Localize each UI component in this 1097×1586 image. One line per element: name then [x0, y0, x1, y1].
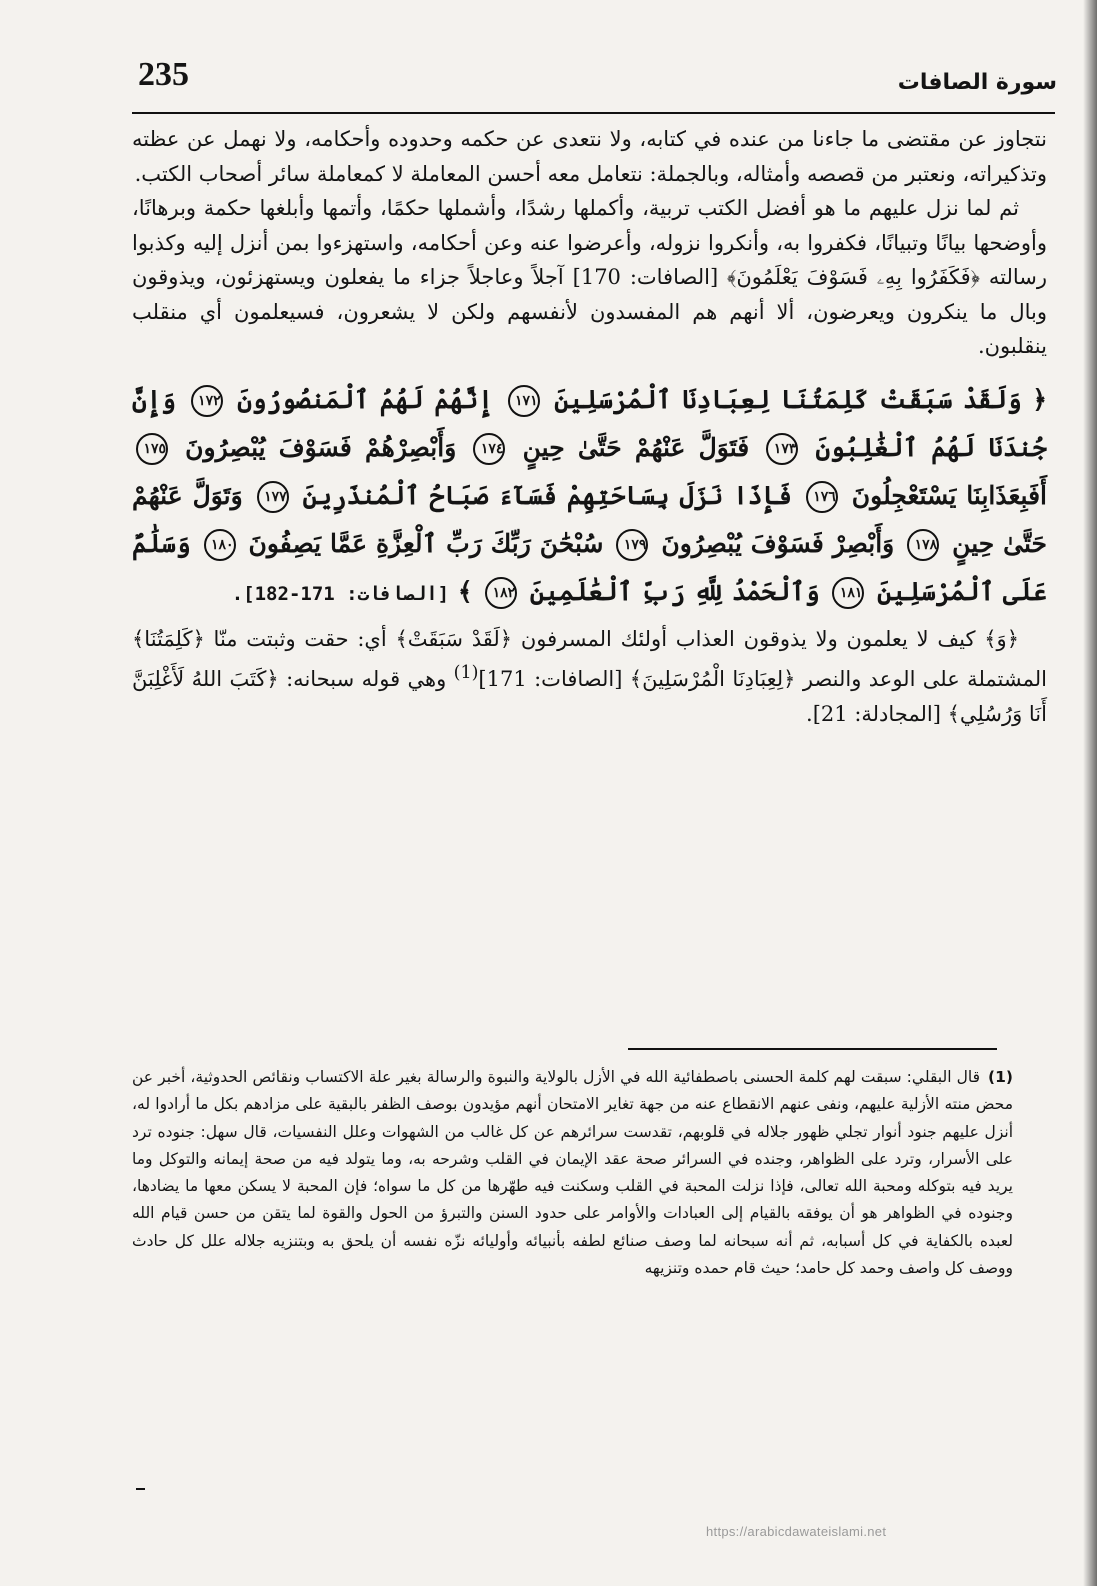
paragraph-3-tail: وهي قوله سبحانه: ﴿كَتَبَ اللهُ لَأَغْلِبَنَّ أَنَا وَرُسُلِي﴾ [المجادلة: 21]. [132, 667, 1047, 726]
quran-close-bracket: ﴾ [457, 576, 473, 606]
footnote-divider [628, 1048, 997, 1050]
watermark-url: https://arabicdawateislami.net [706, 1524, 887, 1539]
verse-178: وَتَوَلَّ عَنْهُمْ حَتَّىٰ حِينٍ [132, 480, 1047, 558]
ayah-number-181: ١٨١ [832, 577, 864, 609]
verse-177: فَإِذَا نَزَلَ بِسَاحَتِهِمْ فَسَآءَ صَبَاحُ ٱلْمُنذَرِينَ [302, 480, 792, 510]
footnote-reference[interactable]: (1) [453, 663, 479, 683]
quran-open-bracket: ﴿ [1032, 384, 1047, 414]
paragraph-3 [132, 622, 1047, 732]
ayah-number-176: ١٧٦ [806, 481, 838, 513]
ayah-number-178: ١٧٨ [907, 529, 939, 561]
verse-180: سُبْحَٰنَ رَبِّكَ رَبِّ ٱلْعِزَّةِ عَمَّا يَصِفُونَ [248, 528, 604, 558]
verse-179: وَأَبْصِرْ فَسَوْفَ يُبْصِرُونَ [661, 528, 895, 558]
footnote-text: قال البقلي: سبقت لهم كلمة الحسنى باصطفائية الله في الأزل بالولاية والنبوة والرسالة بغير علة الاكتساب ونقائص الحدوثية، أخبر عن محض منته الأزلية عليهم، ونفى عنهم الانقطاع عنه من جهة تغاير الامتحان أنهم مؤيدون بوصف الظفر بالبقية على مزادهم بكل ما أرادوا له، أنزل عليهم جنود أنوار تجلي ظهور جلاله في قلوبهم، تقدست سرائرهم عن كل غالب من الشهوات وعلل النفسيات، قال سهل: جنوده ترد على الأسرار، وترد على الظواهر، وجنده في السرائر صحة عقد الإيمان في القلب وشرحه به، وما يتولد فيه من صحة إيمانه والتوكل وما يريد فيه بتوكله ومحبة الله تعالى، فإذا نزلت المحبة في القلب وسكنت فيه طهّرها من كل ما سواه؛ فإن المحبة لا يسكن معها ما يضادها، وجنوده في الظواهر هو أن يوفقه بالقيام إلى العبادات والأوامر على حدود السنن والتبرؤ من الحول والقوة لما يتقن من حسن قيام الله لعبده بالكفاية في كل أسبابه، ثم أنه سبحانه لما وصف صنائع لطفه بأنبيائه وأوليائه نزّه نفسه أن يلحق به وبتنزيه جلاله علل كل حادث ووصف كل واصف وحمد كل حامد؛ حيث قام حمده وتنزيهه [132, 1068, 1013, 1278]
paragraph-1: نتجاوز عن مقتضى ما جاءنا من عنده في كتابه، ولا نتعدى عن حكمه وحدوده وأحكامه، ولا نهمل عن عظته وتذكيراته، ونعتبر من قصصه وأمثاله، وبالجملة: نتعامل معه أحسن المعاملة لا كمعاملة سائر أصحاب الكتب. [132, 127, 1047, 186]
ayah-number-182: ١٨٢ [485, 577, 517, 609]
verse-175: وَأَبْصِرْهُمْ فَسَوْفَ يُبْصِرُونَ [185, 432, 457, 462]
continuation-dash [136, 1488, 145, 1490]
paragraph-2: ثم لما نزل عليهم ما هو أفضل الكتب تربية، وأكملها رشدًا، وأشملها حكمًا، وأتمها وأبلغها حكمة وبرهانًا، وأوضحها بيانًا وتبيانًا، فكفروا به، وأنكروا نزوله، وأعرضوا عنه وعن أحكامه، واستهزءوا بمن أنزل إليه وكذبوا رسالته ﴿فَكَفَرُوا بِهِۦ فَسَوْفَ يَعْلَمُونَ﴾ [الصافات: 170] آجلاً وعاجلاً جزاء ما يفعلون ويستهزئون، ويذوقون وبال ما ينكرون ويعرضون، ألا أنهم هم المفسدون لأنفسهم ولكن لا يشعرون، فسيعلمون أي منقلب ينقلبون. [132, 196, 1047, 358]
ayah-number-177: ١٧٧ [257, 481, 289, 513]
ayah-number-179: ١٧٩ [616, 529, 648, 561]
verse-174: فَتَوَلَّ عَنْهُمْ حَتَّىٰ حِينٍ [522, 432, 750, 462]
ayah-number-173: ١٧٣ [766, 433, 798, 465]
page-edge-shadow [1083, 0, 1097, 1586]
verse-182: وَٱلْحَمْدُ لِلَّهِ رَبِّ ٱلْعَٰلَمِينَ [529, 576, 820, 606]
footnote-marker: (1) [988, 1068, 1013, 1086]
ayah-number-174: ١٧٤ [473, 433, 505, 465]
ayah-number-175: ١٧٥ [136, 433, 168, 465]
verse-181: وَسَلَٰمٌ عَلَى ٱلْمُرْسَلِينَ [132, 528, 1047, 606]
verse-172: إِنَّهُمْ لَهُمُ ٱلْمَنصُورُونَ [237, 384, 493, 414]
main-text [132, 122, 1047, 731]
quran-verses-block [132, 376, 1047, 618]
footnote [132, 1064, 1013, 1282]
ayah-number-172: ١٧٢ [191, 385, 223, 417]
surah-title: سورة الصافات [897, 70, 1057, 95]
paragraph-3-text: ﴿وَ﴾ كيف لا يعلمون ولا يذوقون العذاب أولئك المسرفون ﴿لَقَدْ سَبَقَتْ﴾ أي: حقت وثبتت منّا ﴿كَلِمَتُنَا﴾ المشتملة على الوعد والنصر ﴿لِعِبَادِنَا الْمُرْسَلِينَ﴾ [الصافات: 171] [132, 626, 1047, 691]
page-number: 235 [138, 56, 189, 93]
verse-176: أَفَبِعَذَابِنَا يَسْتَعْجِلُونَ [851, 480, 1047, 510]
header-divider [132, 112, 1055, 114]
quran-reference: [الصافات: 171-182]. [231, 582, 450, 605]
verse-173: وَإِنَّ جُندَنَا لَهُمُ ٱلْغَٰلِبُونَ [132, 384, 1047, 462]
ayah-number-171: ١٧١ [508, 385, 540, 417]
verse-171: وَلَقَدْ سَبَقَتْ كَلِمَتُنَا لِعِبَادِنَا ٱلْمُرْسَلِينَ [554, 384, 1022, 414]
ayah-number-180: ١٨٠ [204, 529, 236, 561]
